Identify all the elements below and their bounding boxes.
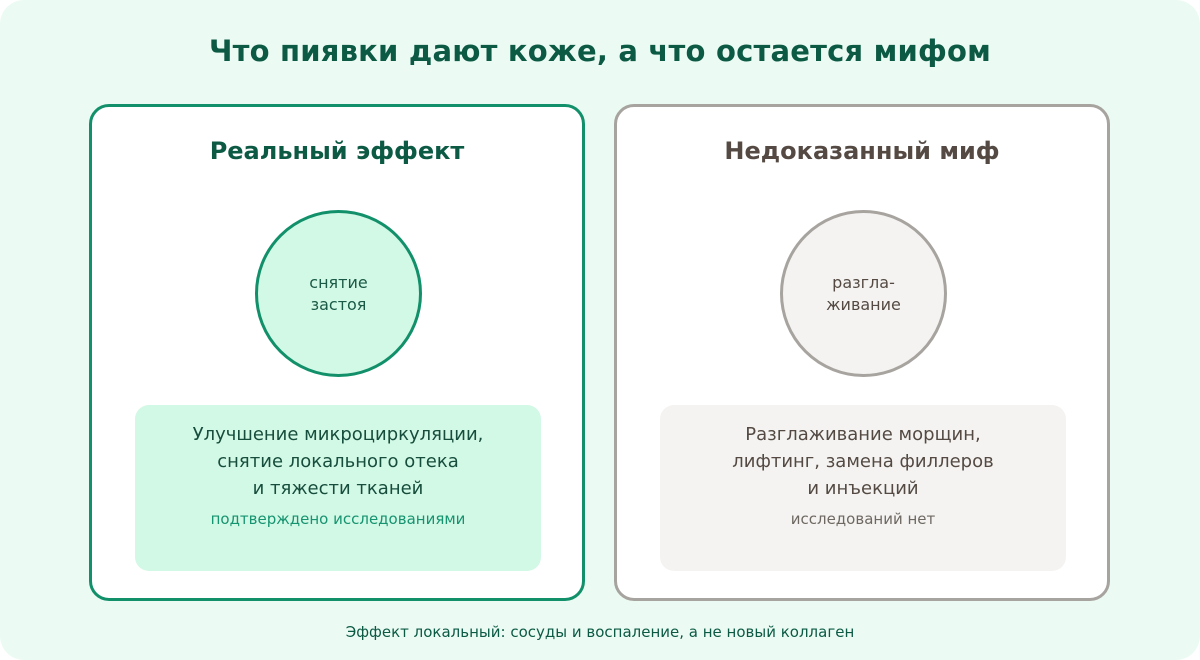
real-effect-description-line-2: снятие локального отека — [217, 451, 459, 472]
myth-description-line-2: лифтинг, замена филлеров — [732, 451, 994, 472]
page-title: Что пиявки дают коже, а что остается мифом — [208, 34, 992, 68]
real-effect-circle-line-1: снятие — [309, 272, 368, 292]
real-effect-description-line-3: и тяжести тканей — [252, 478, 424, 499]
myth-circle — [780, 210, 947, 377]
real-effect-description-line-1: Улучшение микроциркуляции, — [192, 424, 484, 445]
real-effect-note: подтверждено исследованиями — [210, 510, 466, 528]
myth-description-box — [660, 405, 1066, 571]
real-effect-circle — [255, 210, 422, 377]
myth-note: исследований нет — [790, 510, 936, 528]
real-effect-description-box — [135, 405, 541, 571]
myth-card — [614, 104, 1110, 601]
myth-title: Недоказанный миф — [724, 137, 1000, 165]
real-effect-card — [89, 104, 585, 601]
real-effect-title: Реальный эффект — [209, 137, 465, 165]
real-effect-circle-line-2: застоя — [310, 294, 367, 314]
myth-circle-line-2: живание — [826, 294, 901, 314]
myth-circle-line-1: разгла- — [832, 272, 895, 292]
footer-caption: Эффект локальный: сосуды и воспаление, а не новый коллаген — [345, 623, 855, 641]
myth-description-line-3: и инъекций — [807, 478, 919, 499]
myth-description-line-1: Разглаживание морщин, — [745, 424, 981, 445]
